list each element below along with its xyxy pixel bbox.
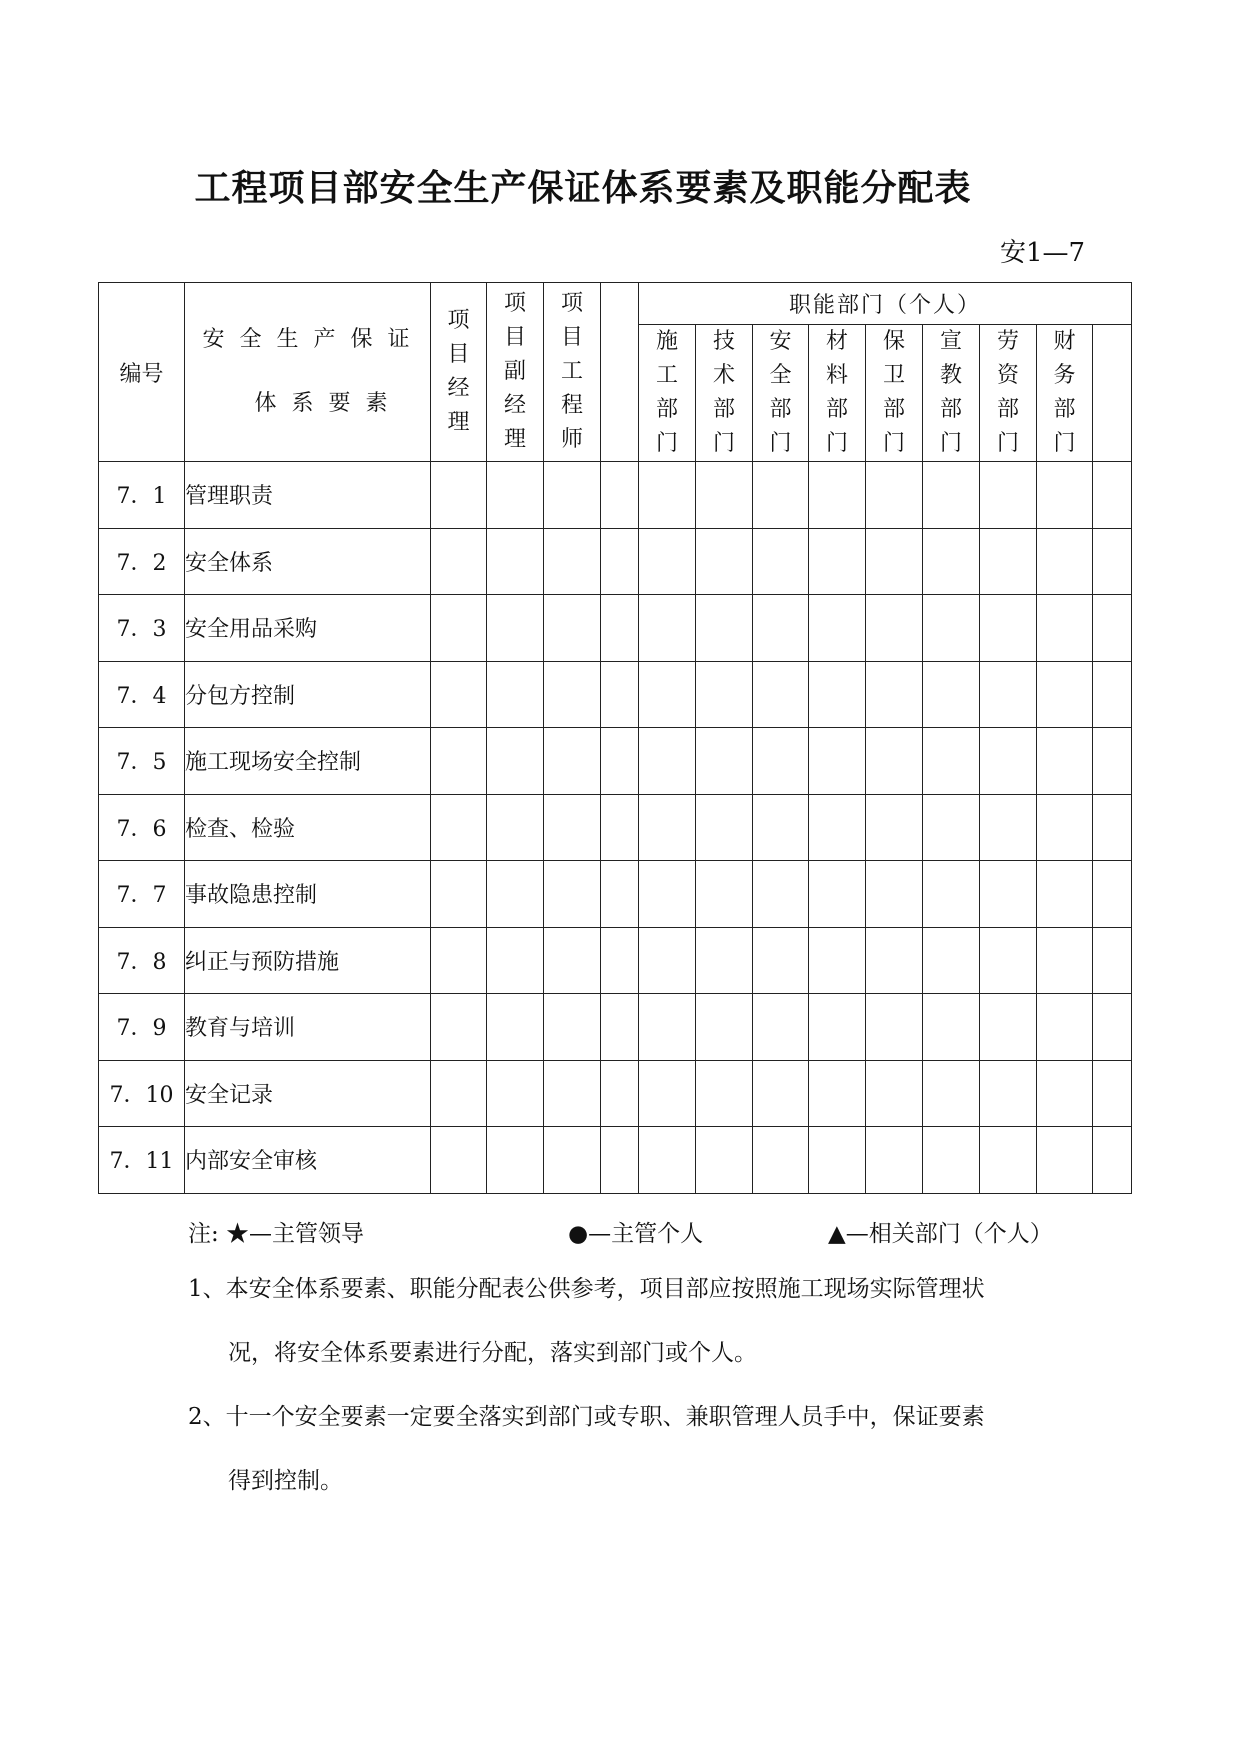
assignment-cell[interactable] [866,1127,923,1194]
header-dept-technical: 技术部门 [696,325,753,462]
assignment-cell[interactable] [487,595,544,662]
table-row [99,1060,1132,1127]
row-element-name: 事故隐患控制 [185,861,431,928]
assignment-cell[interactable] [639,861,696,928]
assignment-cell[interactable] [809,661,866,728]
assignment-cell[interactable] [431,528,487,595]
assignment-cell[interactable] [923,994,980,1061]
assignment-cell[interactable] [809,528,866,595]
assignment-cell[interactable] [1037,794,1093,861]
form-code: 安1—7 [1000,238,1086,268]
assignment-cell[interactable] [696,528,753,595]
assignment-cell[interactable] [639,1060,696,1127]
assignment-cell[interactable] [431,661,487,728]
assignment-cell[interactable] [639,1127,696,1194]
assignment-cell[interactable] [1037,994,1093,1061]
assignment-cell[interactable] [809,994,866,1061]
assignment-cell[interactable] [753,861,809,928]
assignment-cell[interactable] [866,528,923,595]
assignment-cell[interactable] [601,595,639,662]
row-element-name: 内部安全审核 [185,1127,431,1194]
assignment-cell[interactable] [601,1127,639,1194]
assignment-cell[interactable] [696,1127,753,1194]
legend-prefix: 注: [188,1221,219,1247]
row-number: 7．3 [99,595,185,662]
assignment-cell[interactable] [544,661,601,728]
row-element-name: 安全记录 [185,1060,431,1127]
assignment-cell[interactable] [544,861,601,928]
assignment-cell[interactable] [1093,794,1132,861]
assignment-cell[interactable] [753,595,809,662]
assignment-cell[interactable] [753,927,809,994]
assignment-cell[interactable] [431,728,487,795]
assignment-cell[interactable] [866,861,923,928]
row-number: 7．8 [99,927,185,994]
header-element-line2: 体系要素 [254,391,403,416]
table-row [99,528,1132,595]
assignment-cell[interactable] [866,595,923,662]
assignment-cell[interactable] [1037,927,1093,994]
assignment-cell[interactable] [1037,528,1093,595]
header-dept-education: 宣教部门 [923,325,980,462]
row-number: 7．4 [99,661,185,728]
assignment-cell[interactable] [923,861,980,928]
assignment-cell[interactable] [753,1127,809,1194]
header-dept-materials: 材料部门 [809,325,866,462]
row-number: 7．11 [99,1127,185,1194]
assignment-cell[interactable] [639,462,696,529]
row-number: 7．10 [99,1060,185,1127]
assignment-cell[interactable] [809,927,866,994]
assignment-cell[interactable] [544,994,601,1061]
table-body [99,462,1132,1194]
table-row [99,595,1132,662]
assignment-cell[interactable] [544,528,601,595]
assignment-cell[interactable] [639,661,696,728]
row-number: 7．1 [99,462,185,529]
assignment-cell[interactable] [809,1060,866,1127]
assignment-cell[interactable] [866,661,923,728]
assignment-cell[interactable] [809,1127,866,1194]
assignment-cell[interactable] [980,661,1037,728]
assignment-cell[interactable] [696,794,753,861]
assignment-cell[interactable] [601,927,639,994]
assignment-cell[interactable] [431,861,487,928]
assignment-cell[interactable] [487,462,544,529]
table-row [99,661,1132,728]
assignment-cell[interactable] [696,462,753,529]
assignment-cell[interactable] [753,462,809,529]
assignment-cell[interactable] [601,462,639,529]
assignment-cell[interactable] [866,728,923,795]
row-element-name: 施工现场安全控制 [185,728,431,795]
assignment-cell[interactable] [1037,462,1093,529]
assignment-cell[interactable] [1037,728,1093,795]
assignment-cell[interactable] [753,661,809,728]
row-element-name: 检查、检验 [185,794,431,861]
assignment-cell[interactable] [544,728,601,795]
assignment-cell[interactable] [980,728,1037,795]
assignment-cell[interactable] [1093,462,1132,529]
assignment-cell[interactable] [696,595,753,662]
assignment-cell[interactable] [753,794,809,861]
legend-star: ★—主管领导 [226,1221,364,1247]
assignment-cell[interactable] [431,1060,487,1127]
assignment-cell[interactable] [980,1060,1037,1127]
assignment-cell[interactable] [809,462,866,529]
assignment-cell[interactable] [1037,1127,1093,1194]
header-dept-security: 保卫部门 [866,325,923,462]
header-number: 编号 [99,283,185,462]
assignment-cell[interactable] [753,728,809,795]
header-dept-construction: 施工部门 [639,325,696,462]
assignment-cell[interactable] [544,595,601,662]
row-number: 7．5 [99,728,185,795]
header-deputy-manager: 项目副经理 [487,283,544,462]
assignment-cell[interactable] [601,994,639,1061]
assignment-cell[interactable] [866,1060,923,1127]
assignment-cell[interactable] [431,794,487,861]
assignment-cell[interactable] [639,528,696,595]
assignment-cell[interactable] [866,994,923,1061]
table-row [99,861,1132,928]
assignment-cell[interactable] [1093,1127,1132,1194]
assignment-cell[interactable] [809,728,866,795]
assignment-cell[interactable] [487,1127,544,1194]
assignment-cell[interactable] [696,728,753,795]
assignment-cell[interactable] [980,994,1037,1061]
table-row [99,1127,1132,1194]
assignment-cell[interactable] [1037,1060,1093,1127]
assignment-cell[interactable] [639,994,696,1061]
page-title: 工程项目部安全生产保证体系要素及职能分配表 [194,168,972,209]
assignment-cell[interactable] [980,794,1037,861]
assignment-cell[interactable] [431,1127,487,1194]
assignment-cell[interactable] [1037,595,1093,662]
header-project-manager: 项目经理 [431,283,487,462]
header-element-line1: 安全生产保证 [202,327,425,352]
assignment-cell[interactable] [639,595,696,662]
assignment-cell[interactable] [544,462,601,529]
assignment-cell[interactable] [980,462,1037,529]
header-dept-blank [1093,325,1132,462]
row-element-name: 纠正与预防措施 [185,927,431,994]
assignment-cell[interactable] [1093,728,1132,795]
legend-triangle: ▲—相关部门（个人） [828,1221,1053,1247]
legend-circle: ●—主管个人 [568,1221,704,1247]
assignment-cell[interactable] [1093,994,1132,1061]
assignment-cell[interactable] [431,595,487,662]
assignment-cell[interactable] [487,794,544,861]
note-2-line2: 得到控制。 [228,1468,343,1494]
assignment-cell[interactable] [601,794,639,861]
assignment-cell[interactable] [487,861,544,928]
assignment-cell[interactable] [866,927,923,994]
assignment-cell[interactable] [431,927,487,994]
assignment-cell[interactable] [1093,595,1132,662]
row-number: 7．9 [99,994,185,1061]
assignment-cell[interactable] [601,1060,639,1127]
row-element-name: 安全体系 [185,528,431,595]
table-row [99,994,1132,1061]
assignment-cell[interactable] [487,728,544,795]
allocation-table [98,282,1132,1194]
assignment-cell[interactable] [696,661,753,728]
assignment-cell[interactable] [639,794,696,861]
assignment-cell[interactable] [601,728,639,795]
header-element [185,283,431,462]
assignment-cell[interactable] [923,595,980,662]
assignment-cell[interactable] [980,1127,1037,1194]
header-dept-finance: 财务部门 [1037,325,1093,462]
note-1-line2: 况，将安全体系要素进行分配，落实到部门或个人。 [228,1340,757,1366]
assignment-cell[interactable] [923,1060,980,1127]
assignment-cell[interactable] [809,794,866,861]
assignment-cell[interactable] [1093,661,1132,728]
assignment-cell[interactable] [639,728,696,795]
assignment-cell[interactable] [1093,861,1132,928]
assignment-cell[interactable] [639,927,696,994]
table-row [99,927,1132,994]
assignment-cell[interactable] [866,462,923,529]
assignment-cell[interactable] [809,595,866,662]
assignment-cell[interactable] [601,861,639,928]
row-number: 7．7 [99,861,185,928]
assignment-cell[interactable] [866,794,923,861]
assignment-cell[interactable] [487,1060,544,1127]
assignment-cell[interactable] [923,927,980,994]
assignment-cell[interactable] [1093,1060,1132,1127]
row-number: 7．2 [99,528,185,595]
note-2-line1: 2、十一个安全要素一定要全落实到部门或专职、兼职管理人员手中，保证要素 [188,1404,985,1430]
assignment-cell[interactable] [809,861,866,928]
assignment-cell[interactable] [544,1127,601,1194]
header-departments-group: 职能部门（个人） [639,283,1132,325]
assignment-cell[interactable] [753,994,809,1061]
assignment-cell[interactable] [544,794,601,861]
header-dept-labor: 劳资部门 [980,325,1037,462]
assignment-cell[interactable] [487,994,544,1061]
header-engineer: 项目工程师 [544,283,601,462]
row-element-name: 教育与培训 [185,994,431,1061]
table-row [99,728,1132,795]
assignment-cell[interactable] [601,661,639,728]
assignment-cell[interactable] [544,927,601,994]
header-blank [601,283,639,462]
assignment-cell[interactable] [980,927,1037,994]
assignment-cell[interactable] [696,994,753,1061]
assignment-cell[interactable] [980,595,1037,662]
table-row [99,794,1132,861]
assignment-cell[interactable] [487,927,544,994]
assignment-cell[interactable] [487,661,544,728]
assignment-cell[interactable] [1093,528,1132,595]
assignment-cell[interactable] [696,861,753,928]
row-element-name: 分包方控制 [185,661,431,728]
assignment-cell[interactable] [544,1060,601,1127]
row-number: 7．6 [99,794,185,861]
assignment-cell[interactable] [923,728,980,795]
assignment-cell[interactable] [980,861,1037,928]
assignment-cell[interactable] [601,528,639,595]
assignment-cell[interactable] [696,1060,753,1127]
note-1-line1: 1、本安全体系要素、职能分配表公供参考，项目部应按照施工现场实际管理状 [188,1276,985,1302]
note-1 [188,1257,1068,1385]
assignment-cell[interactable] [753,528,809,595]
row-element-name: 管理职责 [185,462,431,529]
assignment-cell[interactable] [431,994,487,1061]
table-row [99,462,1132,529]
assignment-cell[interactable] [923,794,980,861]
header-dept-safety: 安全部门 [753,325,809,462]
assignment-cell[interactable] [1037,861,1093,928]
note-2 [188,1385,1068,1513]
assignment-cell[interactable] [923,528,980,595]
assignment-cell[interactable] [923,1127,980,1194]
assignment-cell[interactable] [1093,927,1132,994]
assignment-cell[interactable] [753,1060,809,1127]
row-element-name: 安全用品采购 [185,595,431,662]
assignment-cell[interactable] [923,462,980,529]
assignment-cell[interactable] [487,528,544,595]
assignment-cell[interactable] [1037,661,1093,728]
assignment-cell[interactable] [923,661,980,728]
assignment-cell[interactable] [980,528,1037,595]
assignment-cell[interactable] [431,462,487,529]
assignment-cell[interactable] [696,927,753,994]
